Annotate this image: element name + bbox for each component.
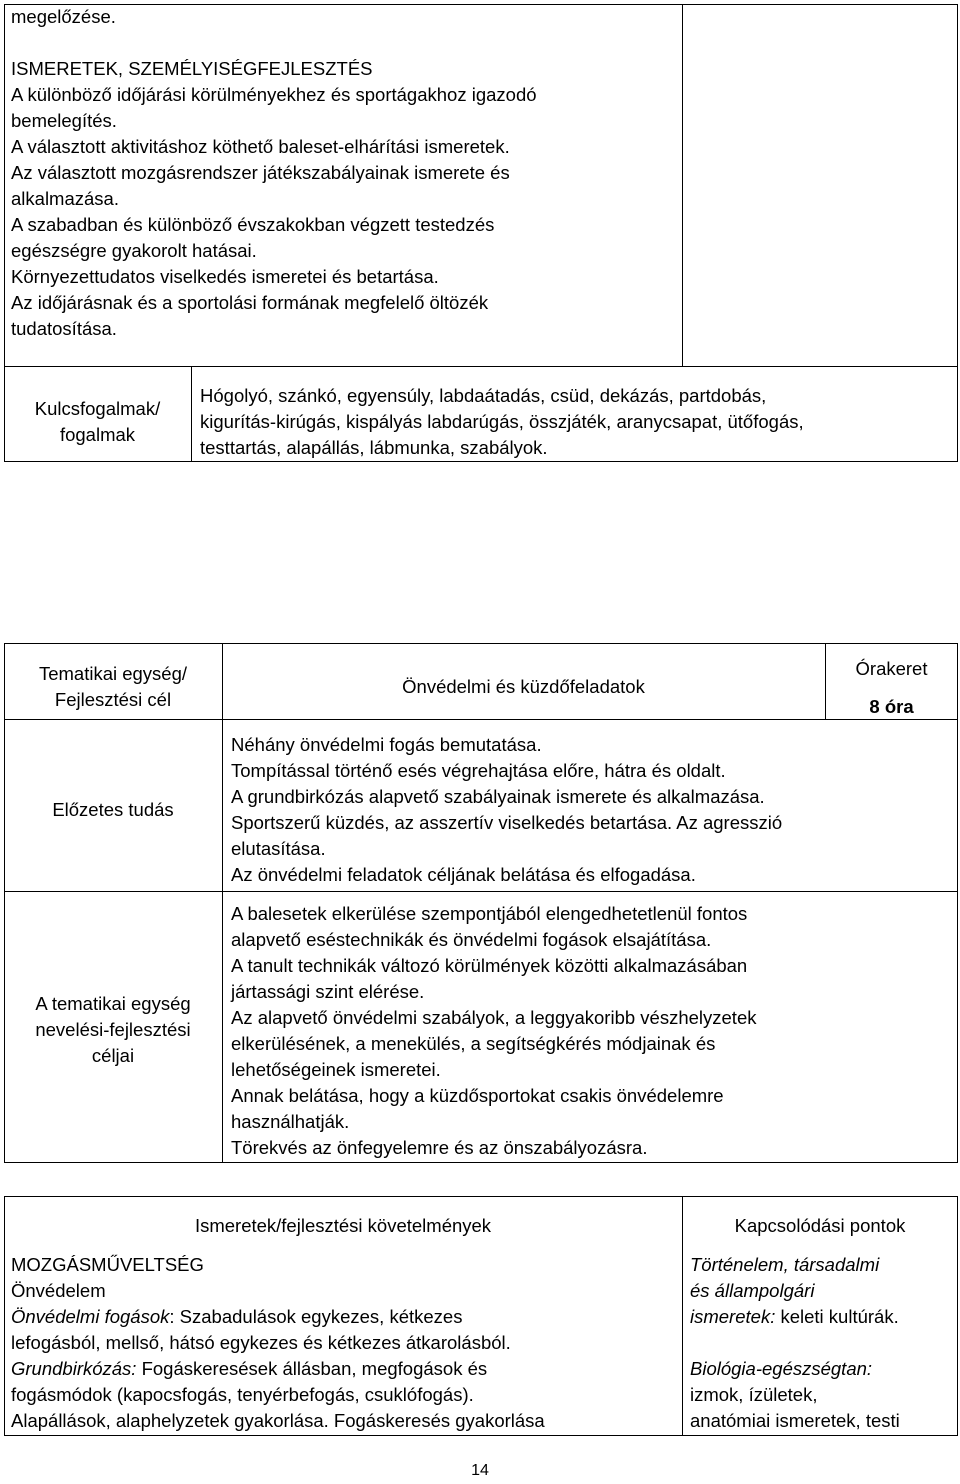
connection-line: Történelem, társadalmi — [690, 1254, 880, 1275]
requirements-line — [11, 1356, 675, 1382]
unit-prior-bottom — [4, 891, 958, 892]
keywords-label-line: fogalmak — [59, 424, 136, 445]
unit-label-divider — [222, 643, 223, 1163]
requirements-line: Alapállások, alaphelyzetek gyakorlása. Fogáskeresés gyakorlása — [11, 1410, 545, 1431]
content-cell — [11, 4, 679, 342]
prior-knowledge-label — [4, 797, 222, 823]
unit-header-bottom — [4, 719, 958, 720]
goals-line: alapvető eséstechnikák és önvédelmi fogások elsajátítása. — [231, 929, 712, 950]
prior-knowledge-content — [231, 732, 955, 888]
requirements-italic: Grundbirkózás: — [11, 1358, 137, 1379]
connections-header-text: Kapcsolódási pontok — [734, 1215, 906, 1236]
connection-text: keleti kultúrák. — [775, 1306, 899, 1327]
prior-line: Tompítással történő esés végrehajtása előre, hátra és oldalt. — [231, 760, 726, 781]
goals-line: A balesetek elkerülése szempontjából elengedhetetlenül fontos — [231, 903, 748, 924]
keywords-content — [200, 383, 956, 461]
goals-line: Annak belátása, hogy a küzdősportokat csakis önvédelemre — [231, 1085, 724, 1106]
requirements-subheading: Önvédelem — [11, 1280, 106, 1301]
prior-line: A grundbirkózás alapvető szabályainak ismerete és alkalmazása. — [231, 786, 765, 807]
goals-line: jártassági szint elérése. — [231, 981, 425, 1002]
goals-label-line: céljai — [91, 1045, 135, 1066]
unit-header-label-line: Fejlesztési cél — [54, 689, 172, 710]
goals-label-line: nevelési-fejlesztési — [35, 1019, 191, 1040]
goals-line: Az alapvető önvédelmi szabályok, a leggyakoribb vészhelyzetek — [231, 1007, 757, 1028]
goals-line: Törekvés az önfegyelemre és az önszabályozásra. — [231, 1137, 648, 1158]
goals-line: lehetőségeinek ismeretei. — [231, 1059, 441, 1080]
requirements-header — [4, 1213, 682, 1239]
unit-hours — [825, 656, 958, 720]
content-line: tudatosítása. — [11, 318, 117, 339]
keywords-line: kigurítás-kirúgás, kispályás labdarúgás, összjáték, aranycsapat, ütőfogás, — [200, 411, 804, 432]
hours-label: Órakeret — [855, 658, 928, 679]
goals-content — [231, 901, 955, 1161]
prior-line: Sportszerű küzdés, az asszertív viselkedés betartása. Az agresszió — [231, 812, 783, 833]
content-line: Az időjárásnak és a sportolási formának megfelelő öltözék — [11, 292, 489, 313]
content-line: A választott aktivitáshoz köthető baleset-elhárítási ismeretek. — [11, 136, 510, 157]
prior-line: Néhány önvédelmi fogás bemutatása. — [231, 734, 542, 755]
unit-title — [222, 674, 825, 700]
content-line: A szabadban és különböző évszakokban végzett testedzés — [11, 214, 495, 235]
connection-line: és állampolgári — [690, 1280, 815, 1301]
content-line: Környezettudatos viselkedés ismeretei és betartása. — [11, 266, 439, 287]
content-line: alkalmazása. — [11, 188, 119, 209]
keywords-line: Hógolyó, szánkó, egyensúly, labdaátadás, csüd, dekázás, partdobás, — [200, 385, 767, 406]
hours-value: 8 óra — [869, 696, 914, 717]
continuation-line: megelőzése. — [11, 6, 116, 27]
connection-line — [690, 1304, 956, 1330]
prior-line: Az önvédelmi feladatok céljának belátása és elfogadása. — [231, 864, 696, 885]
unit-header-label — [4, 661, 222, 713]
unit-title-text: Önvédelmi és küzdőfeladatok — [402, 676, 645, 697]
unit-header-label-line: Tematikai egység/ — [38, 663, 188, 684]
requirements-text: Fogáskeresések állásban, megfogások és — [136, 1358, 488, 1379]
keywords-divider — [191, 366, 192, 462]
requirements-text: : Szabadulások egykezes, kétkezes — [169, 1306, 463, 1327]
keywords-label — [4, 396, 191, 448]
goals-line: használhatják. — [231, 1111, 350, 1132]
prior-label-text: Előzetes tudás — [52, 799, 174, 820]
requirements-italic: Önvédelmi fogások — [11, 1306, 170, 1327]
keywords-label-line: Kulcsfogalmak/ — [34, 398, 161, 419]
continuation-divider — [682, 4, 683, 366]
connection-line: Biológia-egészségtan: — [690, 1358, 873, 1379]
content-line: Az választott mozgásrendszer játékszabályainak ismerete és — [11, 162, 510, 183]
content-line: A különböző időjárási körülményekhez és sportágakhoz igazodó — [11, 84, 537, 105]
requirements-heading: MOZGÁSMŰVELTSÉG — [11, 1254, 204, 1275]
requirements-line: fogásmódok (kapocsfogás, tenyérbefogás, csuklófogás). — [11, 1384, 474, 1405]
goals-label — [4, 991, 222, 1069]
requirements-line: lefogásból, mellső, hátsó egykezes és kétkezes átkarolásból. — [11, 1332, 511, 1353]
connection-italic: ismeretek: — [690, 1306, 776, 1327]
requirements-line — [11, 1304, 675, 1330]
content-line: bemelegítés. — [11, 110, 117, 131]
goals-line: A tanult technikák változó körülmények közötti alkalmazásában — [231, 955, 748, 976]
connections-header — [682, 1213, 958, 1239]
keywords-top-border — [4, 366, 958, 367]
keywords-line: testtartás, alapállás, lábmunka, szabályok. — [200, 437, 548, 458]
goals-label-line: A tematikai egység — [35, 993, 191, 1014]
page-number: 14 — [471, 1462, 489, 1479]
requirements-content — [11, 1252, 675, 1434]
connection-line: izmok, ízületek, — [690, 1384, 818, 1405]
connections-content — [690, 1252, 956, 1434]
section-heading: ISMERETEK, SZEMÉLYISÉGFEJLESZTÉS — [11, 58, 373, 79]
content-line: egészségre gyakorolt hatásai. — [11, 240, 257, 261]
prior-line: elutasítása. — [231, 838, 326, 859]
requirements-header-text: Ismeretek/fejlesztési követelmények — [194, 1215, 492, 1236]
goals-line: elkerülésének, a menekülés, a segítségkérés módjainak és — [231, 1033, 716, 1054]
connection-line: anatómiai ismeretek, testi — [690, 1410, 900, 1431]
